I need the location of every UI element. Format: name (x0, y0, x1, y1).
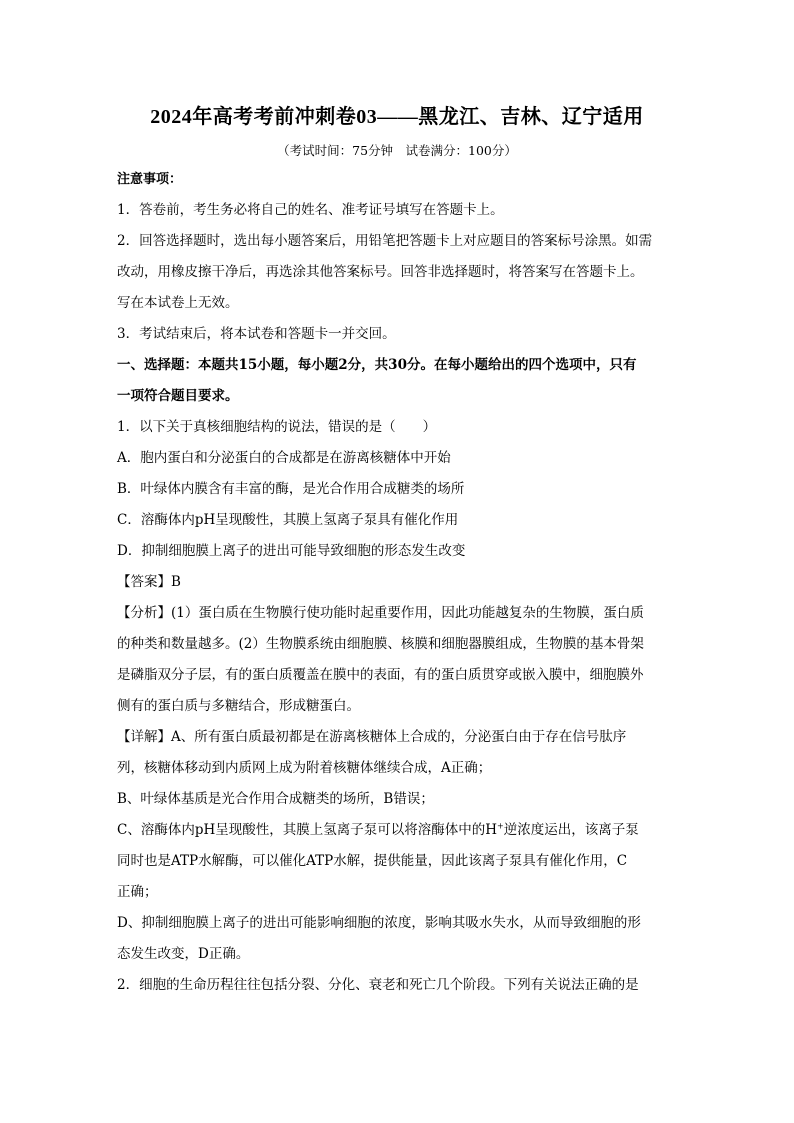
detail-text: C、溶酶体内pH呈现酸性，其膜上氢离子泵可以将溶酶体中的H (117, 822, 498, 838)
notes-heading: 注意事项： (117, 172, 183, 187)
document-page (117, 102, 677, 1001)
page-title: 2024年高考考前冲刺卷03——黑龙江、吉林、辽宁适用 (150, 106, 644, 128)
analysis-line: 的种类和数量越多。(2）生物膜系统由细胞膜、核膜和细胞器膜组成，生物膜的基本骨架 (117, 636, 644, 652)
analysis-line: 是磷脂双分子层，有的蛋白质覆盖在膜中的表面，有的蛋白质贯穿或嵌入膜中，细胞膜外 (117, 667, 644, 683)
option-a: A．胞内蛋白和分泌蛋白的合成都是在游离核糖体中开始 (117, 450, 451, 466)
note-line: 3．考试结束后，将本试卷和答题卡一并交回。 (117, 326, 396, 342)
detail-line: 同时也是ATP水解酶，可以催化ATP水解，提供能量，因此该离子泵具有催化作用，C (117, 853, 628, 869)
answer-line: 【答案】B (117, 574, 181, 590)
option-c: C．溶酶体内pH呈现酸性，其膜上氢离子泵具有催化作用 (117, 512, 459, 528)
note-line: 2．回答选择题时，选出每小题答案后，用铅笔把答题卡上对应题目的答案标号涂黑。如需 (117, 233, 653, 249)
detail-line: 态发生改变，D正确。 (117, 946, 250, 962)
note-line: 写在本试卷上无效。 (117, 295, 239, 311)
analysis-line: 侧有的蛋白质与多糖结合，形成糖蛋白。 (117, 698, 360, 714)
detail-line: 正确； (117, 884, 158, 900)
section-heading-cont: 一项符合题目要求。 (117, 388, 239, 404)
detail-line: D、抑制细胞膜上离子的进出可能影响细胞的浓度，影响其吸水失水，从而导致细胞的形 (117, 915, 641, 931)
detail-line: B、叶绿体基质是光合作用合成糖类的场所，B错误； (117, 791, 434, 807)
option-b: B．叶绿体内膜含有丰富的酶，是光合作用合成糖类的场所 (117, 481, 465, 497)
section-heading: 一、选择题：本题共15小题，每小题2分，共30分。在每小题给出的四个选项中，只有 (117, 357, 637, 373)
question-1-stem: 1．以下关于真核细胞结构的说法，错误的是（ ） (117, 419, 437, 435)
option-d: D．抑制细胞膜上离子的进出可能导致细胞的形态发生改变 (117, 543, 466, 559)
analysis-line: 【分析】(1）蛋白质在生物膜行使功能时起重要作用，因此功能越复杂的生物膜，蛋白质 (117, 605, 644, 621)
superscript-plus: + (497, 821, 504, 831)
detail-line: 【详解】A、所有蛋白质最初都是在游离核糖体上合成的，分泌蛋白由于存在信号肽序 (117, 729, 627, 745)
question-2-stem: 2．细胞的生命历程往往包括分裂、分化、衰老和死亡几个阶段。下列有关说法正确的是 (117, 977, 639, 993)
detail-line: 列，核糖体移动到内质网上成为附着核糖体继续合成，A正确； (117, 760, 492, 776)
detail-line (117, 815, 677, 846)
exam-info: （考试时间：75分钟 试卷满分：100分） (277, 143, 517, 158)
detail-text: 逆浓度运出，该离子泵 (503, 822, 639, 838)
note-line: 改动，用橡皮擦干净后，再选涂其他答案标号。回答非选择题时，将答案写在答题卡上。 (117, 264, 644, 280)
note-line: 1．答卷前，考生务必将自己的姓名、准考证号填写在答题卡上。 (117, 202, 504, 218)
